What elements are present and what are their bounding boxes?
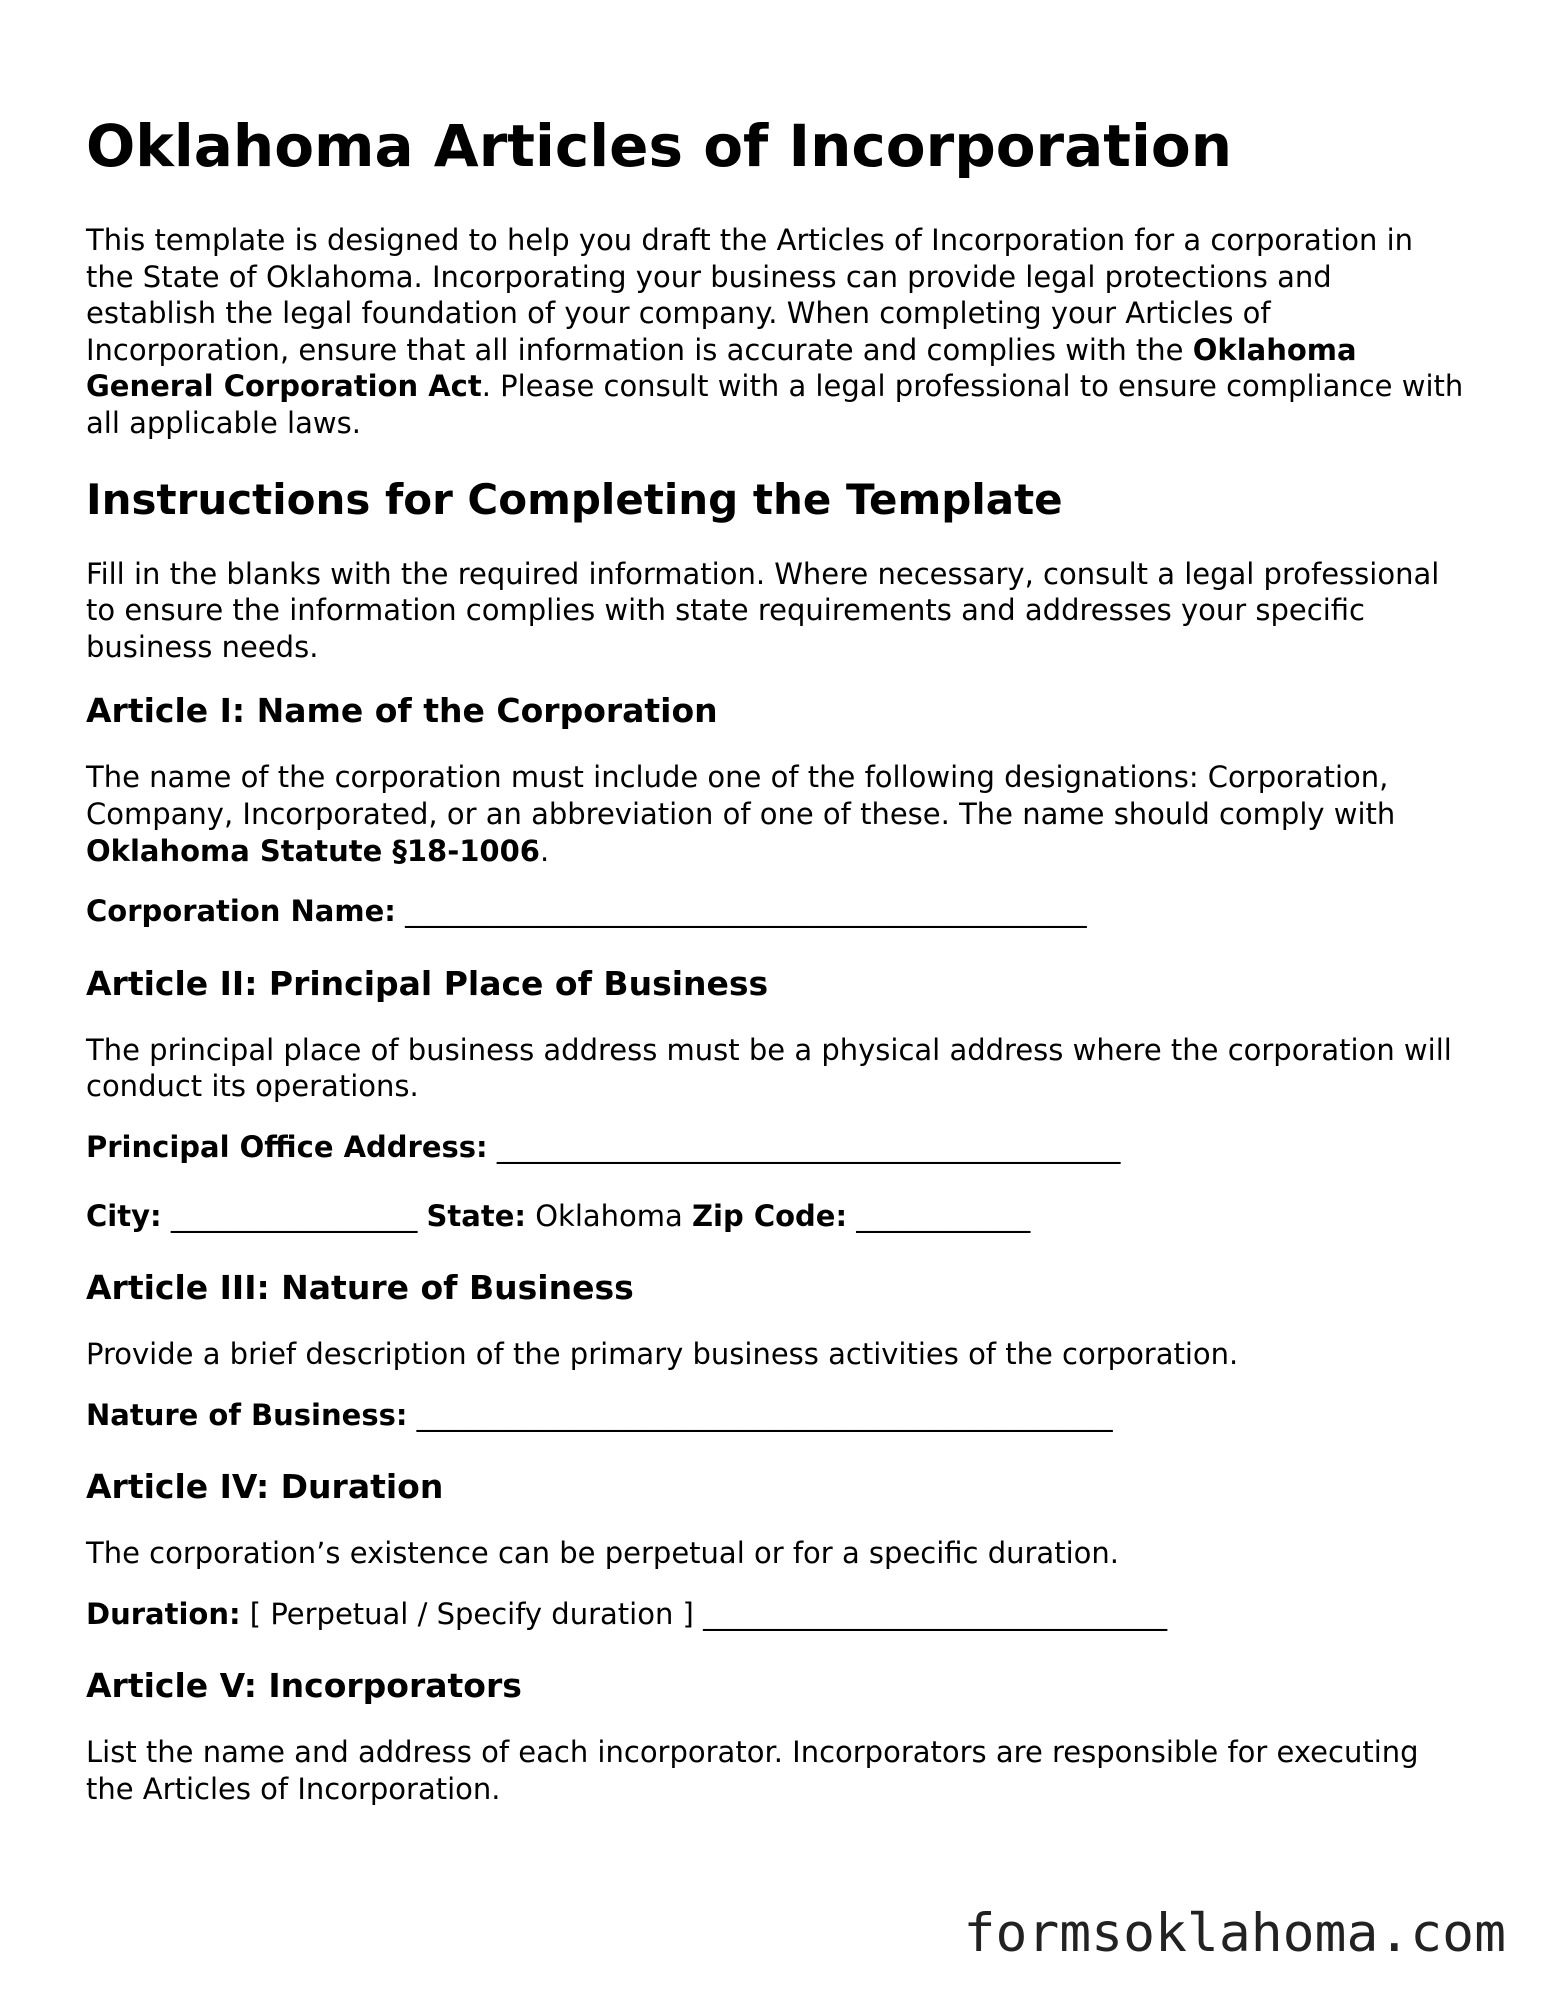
instructions-heading: Instructions for Completing the Template (86, 474, 1063, 524)
principal-office-address-blank[interactable]: ___________________________________________ (496, 1129, 1121, 1164)
document (86, 106, 1466, 1832)
intro-paragraph (86, 222, 1466, 442)
article-2-paragraph: The principal place of business address must be a physical address where the corporation will conduct its operations. (86, 1032, 1452, 1104)
article-4-paragraph: The corporation’s existence can be perpetual or for a specific duration. (86, 1536, 1119, 1571)
intro-text-1: This template is designed to help you draft the Articles of Incorporation for a corporation in the State of Oklahoma. Incorporating your business can provide legal protections and establish the legal foundation of your company. When completing your Articles of Incorporation, ensure that all information is accurate and complies with the (86, 223, 1414, 367)
city-blank[interactable]: _________________ (170, 1198, 418, 1233)
article-5-paragraph: List the name and address of each incorporator. Incorporators are responsible for executing the Articles of Incorporation. (86, 1735, 1419, 1807)
nature-of-business-field (86, 1397, 1466, 1434)
nature-of-business-blank[interactable]: ________________________________________________ (416, 1397, 1113, 1432)
city-state-zip-line (86, 1198, 1466, 1235)
corporation-name-field (86, 893, 1466, 930)
watermark-text: formsoklahoma.com (963, 1903, 1506, 1964)
article-5-heading: Article V: Incorporators (86, 1666, 522, 1706)
duration-blank[interactable]: ________________________________ (703, 1596, 1168, 1631)
article-3-paragraph: Provide a brief description of the primary business activities of the corporation. (86, 1337, 1239, 1372)
duration-label: Duration: (86, 1596, 241, 1631)
principal-office-address-field (86, 1129, 1466, 1166)
zip-code-label: Zip Code: (692, 1198, 848, 1233)
nature-of-business-label: Nature of Business: (86, 1397, 408, 1432)
article-1-text-2: . (539, 833, 550, 868)
duration-options: [ Perpetual / Specify duration ] (249, 1596, 694, 1631)
state-label: State: (426, 1198, 526, 1233)
principal-office-address-label: Principal Office Address: (86, 1129, 488, 1164)
article-1-paragraph (86, 759, 1466, 869)
city-label: City: (86, 1198, 162, 1233)
state-value: Oklahoma (535, 1198, 683, 1233)
article-2-heading: Article II: Principal Place of Business (86, 963, 769, 1003)
document-title: Oklahoma Articles of Incorporation (86, 112, 1233, 180)
intro-text-2: . Please consult with a legal professional to ensure compliance with all applicable laws. (86, 369, 1464, 440)
corporation-name-label: Corporation Name: (86, 894, 396, 929)
instructions-paragraph: Fill in the blanks with the required information. Where necessary, consult a legal professional to ensure the information complies with state requirements and addresses your specific business needs. (86, 556, 1440, 664)
article-4-heading: Article IV: Duration (86, 1467, 444, 1507)
article-1-heading: Article I: Name of the Corporation (86, 691, 718, 731)
article-1-statute: Oklahoma Statute §18-1006 (86, 833, 540, 868)
duration-field (86, 1596, 1466, 1633)
zip-code-blank[interactable]: ____________ (856, 1198, 1031, 1233)
corporation-name-blank[interactable]: _______________________________________________ (405, 894, 1087, 929)
article-1-text-1: The name of the corporation must include one of the following designations: Corporation, Company, Incorporated, or an abbreviation of one of these. The name should comply with (86, 760, 1396, 831)
intro-act-name: Oklahoma General Corporation Act (86, 332, 1357, 404)
article-3-heading: Article III: Nature of Business (86, 1268, 634, 1308)
